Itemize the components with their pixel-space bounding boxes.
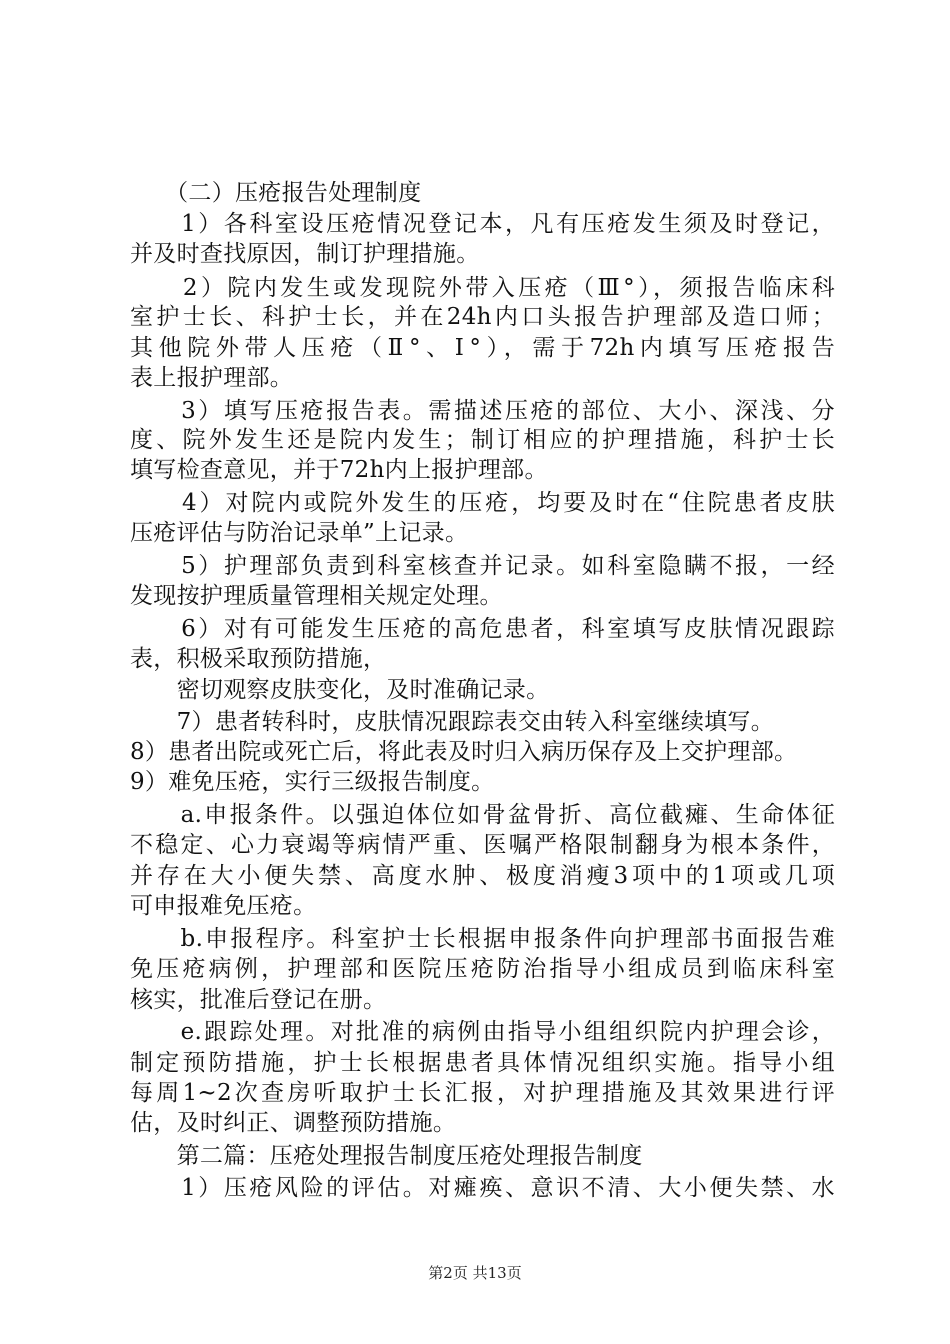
text-line: 免压疮病例，护理部和医院压疮防治指导小组成员到临床科室 [130,956,835,982]
text-line: 表上报护理部。 [130,365,294,391]
text-line: 压疮评估与防治记录单”上记录。 [130,520,469,546]
text-line: 9）难免压疮，实行三级报告制度。 [130,769,495,795]
text-line: 1）各科室设压疮情况登记本，凡有压疮发生须及时登记， [130,211,835,237]
text-line: 其他院外带人压疮（Ⅱ°、Ⅰ°），需于72h内填写压疮报告 [130,335,835,361]
text-line: 5）护理部负责到科室核查并记录。如科室隐瞒不报，一经 [130,553,835,579]
text-line: 8）患者出院或死亡后，将此表及时归入病历保存及上交护理部。 [130,739,798,765]
text-line: 发现按护理质量管理相关规定处理。 [130,583,503,609]
text-line: a.申报条件。以强迫体位如骨盆骨折、高位截瘫、生命体征 [130,802,835,828]
text-line: 密切观察皮肤变化，及时准确记录。 [130,677,550,703]
text-line: 不稳定、心力衰竭等病情严重、医嘱严格限制翻身为根本条件， [130,832,835,858]
text-line: 核实，批准后登记在册。 [130,987,387,1013]
text-line: 估，及时纠正、调整预防措施。 [130,1110,457,1136]
text-line: 2）院内发生或发现院外带入压疮（Ⅲ°），须报告临床科 [130,275,835,301]
text-line: 度、院外发生还是院内发生；制订相应的护理措施，科护士长 [130,427,835,453]
text-line: 1）压疮风险的评估。对瘫痪、意识不清、大小便失禁、水 [130,1175,835,1201]
text-line: 并存在大小便失禁、高度水肿、极度消瘦3项中的1项或几项 [130,863,835,889]
text-line: 7）患者转科时，皮肤情况跟踪表交由转入科室继续填写。 [130,709,775,735]
text-line: 3）填写压疮报告表。需描述压疮的部位、大小、深浅、分 [130,398,835,424]
text-line: 并及时查找原因，制订护理措施。 [130,241,480,267]
text-line: b.申报程序。科室护士长根据申报条件向护理部书面报告难 [130,926,835,952]
text-line: 6）对有可能发生压疮的高危患者，科室填写皮肤情况跟踪 [130,616,835,642]
text-line: 可申报难免压疮。 [130,893,317,919]
text-line: 第二篇：压疮处理报告制度压疮处理报告制度 [130,1143,643,1169]
text-line: 制定预防措施，护士长根据患者具体情况组织实施。指导小组 [130,1050,835,1076]
text-line: e.跟踪处理。对批准的病例由指导小组组织院内护理会诊， [130,1019,835,1045]
text-line: 每周1~2次查房听取护士长汇报，对护理措施及其效果进行评 [130,1080,835,1106]
text-line: 4）对院内或院外发生的压疮，均要及时在“住院患者皮肤 [130,490,835,516]
page-footer: 第2页 共13页 [428,1264,522,1282]
text-line: 表，积极采取预防措施， [130,646,387,672]
text-line: 填写检查意见，并于72h内上报护理部。 [130,457,548,483]
text-line: 室护士长、科护士长，并在24h内口头报告护理部及造口师； [130,304,835,330]
text-line: （二）压疮报告处理制度 [130,180,422,206]
